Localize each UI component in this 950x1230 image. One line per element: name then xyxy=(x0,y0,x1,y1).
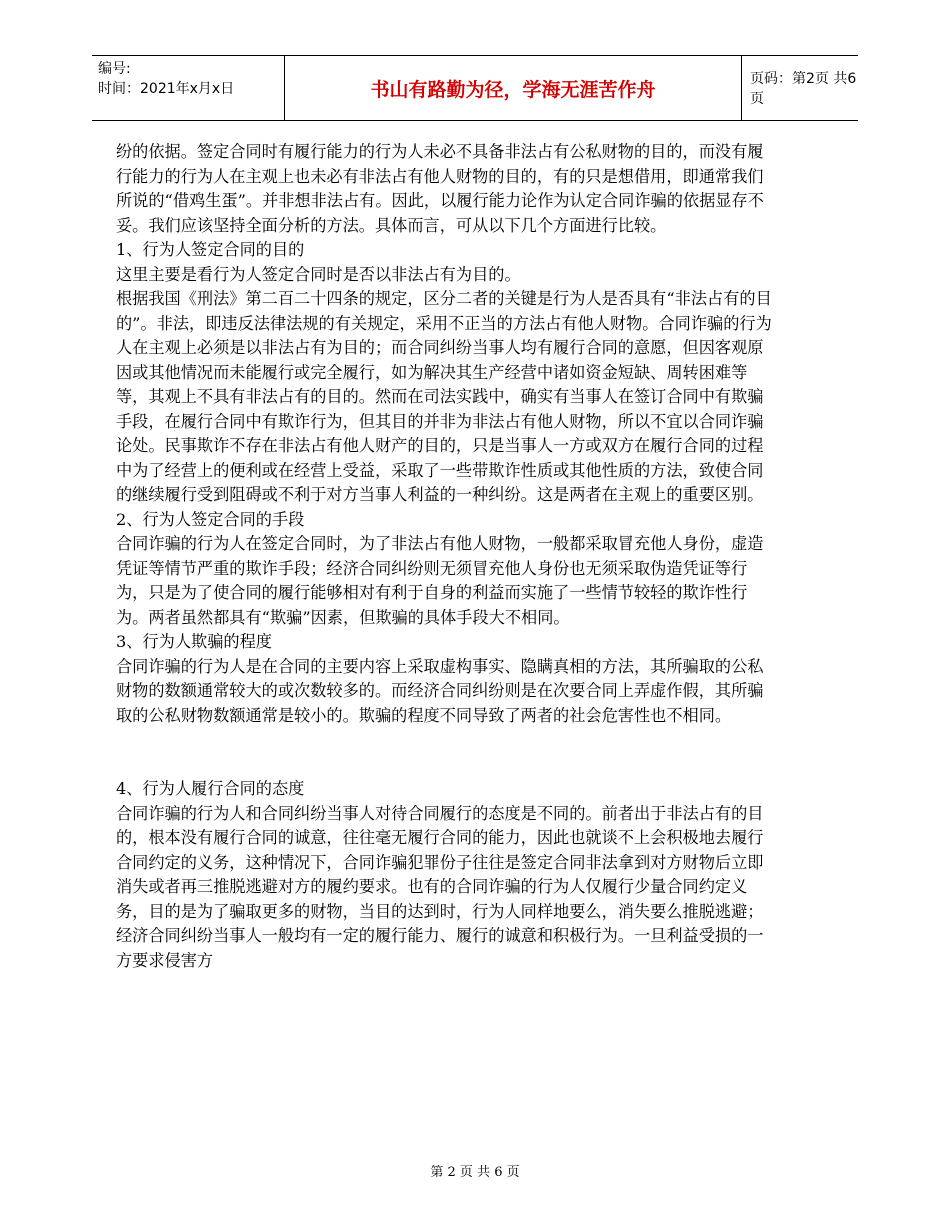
paragraph: 根据我国《刑法》第二百二十四条的规定，区分二者的关键是行为人是否具有“非法占有的目的”。非法，即违反法律法规的有关规定，采用不正当的方法占有他人财物。合同诈骗的行为人在主观上必须是以非法占有为目的；而合同纠纷当事人均有履行合同的意愿，但因客观原因或其他情况而未能履行或完全履行，如为解决其生产经营中诸如资金短缺、周转困难等等，其观上不具有非法占有的目的。然而在司法实践中，确实有当事人在签订合同中有欺骗手段，在履行合同中有欺诈行为，但其目的并非为非法占有他人财物，所以不宜以合同诈骗论处。民事欺诈不存在非法占有他人财产的目的，只是当事人一方或双方在履行合同的过程中为了经营上的便利或在经营上受益，采取了一些带欺诈性质或其他性质的方法，致使合同的继续履行受到阻碍或不利于对方当事人利益的一种纠纷。这是两者在主观上的重要区别。 xyxy=(116,289,772,504)
blank-line xyxy=(116,728,776,753)
document-body xyxy=(116,140,776,973)
paragraph: 合同诈骗的行为人和合同纠纷当事人对待合同履行的态度是不同的。前者出于非法占有的目的，根本没有履行合同的诚意，往往毫无履行合同的能力，因此也就谈不上会积极地去履行合同约定的义务，这种情况下，合同诈骗犯罪份子往往是签定合同非法拿到对方财物后立即消失或者再三推脱逃避对方的履约要求。也有的合同诈骗的行为人仅履行少量合同约定义务，目的是为了骗取更多的财物，当目的达到时，行为人同样地要么，消失要么推脱逃避；经济合同纠纷当事人一般均有一定的履行能力、履行的诚意和积极行为。一旦利益受损的一方要求侵害方 xyxy=(116,803,764,970)
paragraph: 合同诈骗的行为人在签定合同时，为了非法占有他人财物，一般都采取冒充他人身份，虚造凭证等情节严重的欺诈手段；经济合同纠纷则无须冒充他人身份也无须采取伪造凭证等行为，只是为了使合同的履行能够相对有利于自身的利益而实施了一些情节较轻的欺诈性行为。两者虽然都具有“欺骗”因素，但欺骗的具体手段大不相同。 xyxy=(116,534,764,627)
page-header xyxy=(92,55,858,121)
paragraph: 这里主要是看行为人签定合同时是否以非法占有为目的。 xyxy=(116,264,521,284)
document-time-label: 时间：2021年x月x日 xyxy=(98,81,235,97)
header-motto: 书山有路勤为径，学海无涯苦作舟 xyxy=(370,78,656,101)
page-footer xyxy=(0,1161,950,1180)
footer-page-number: 第 2 页 共 6 页 xyxy=(430,1165,520,1180)
paragraph: 合同诈骗的行为人是在合同的主要内容上采取虚构事实、隐瞒真相的方法，其所骗取的公私财物的数额通常较大的或次数较多的。而经济合同纠纷则是在次要合同上弄虚作假，其所骗取的公私财物数额通常是较小的。欺骗的程度不同导致了两者的社会危害性也不相同。 xyxy=(116,656,764,725)
header-page-number: 页码：第2页 共6页 xyxy=(750,71,857,107)
section-heading: 1、行为人签定合同的目的 xyxy=(116,240,305,259)
header-meta-cell xyxy=(92,56,285,120)
blank-line xyxy=(116,753,776,778)
paragraph: 纷的依据。签定合同时有履行能力的行为人未必不具备非法占有公私财物的目的，而没有履行能力的行为人在主观上也未必有非法占有他人财物的目的，有的只是想借用，即通常我们所说的“借鸡生蛋”。并非想非法占有。因此，以履行能力论作为认定合同诈骗的依据显存不妥。我们应该坚持全面分析的方法。具体而言，可从以下几个方面进行比较。 xyxy=(116,142,764,235)
document-number-label: 编号: xyxy=(98,61,131,77)
section-heading: 3、行为人欺骗的程度 xyxy=(116,632,272,651)
header-page-cell xyxy=(742,56,858,120)
section-heading: 2、行为人签定合同的手段 xyxy=(116,509,305,529)
section-heading: 4、行为人履行合同的态度 xyxy=(116,779,305,798)
header-motto-cell xyxy=(285,56,742,120)
